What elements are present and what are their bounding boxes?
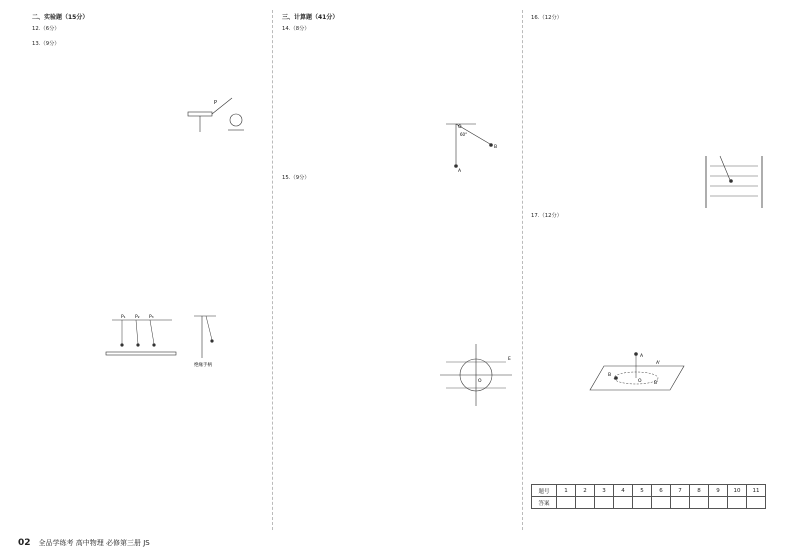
q15-label-o: O <box>478 379 482 384</box>
answer-table-number-header: 题号 <box>532 485 557 497</box>
answer-input-cell[interactable] <box>576 497 595 509</box>
question-12-head: 12.（6分） <box>32 26 60 33</box>
answer-table-answer-row <box>532 497 766 509</box>
q15-label-e: E <box>508 357 511 362</box>
answer-input-cell[interactable] <box>557 497 576 509</box>
answer-number-cell: 6 <box>652 485 671 497</box>
answer-number-cell: 5 <box>633 485 652 497</box>
q14-label-o: O <box>458 125 462 130</box>
q13-apparatus-figure <box>76 310 256 370</box>
question-13-head: 13.（9分） <box>32 40 60 47</box>
q13-label-p3: P₃ <box>149 315 154 320</box>
answer-number-cell: 8 <box>690 485 709 497</box>
question-15-head: 15.（9分） <box>282 174 310 181</box>
column-left <box>32 14 264 54</box>
q13-label-p2: P₂ <box>135 315 140 320</box>
q15-field-figure <box>436 340 516 410</box>
page-number: 02 <box>18 538 31 548</box>
q17-label-a-prime: A' <box>656 361 661 366</box>
footer-text: 全品学练考 高中物理 必修第三册 JS <box>38 539 150 547</box>
answer-number-cell: 2 <box>576 485 595 497</box>
q13-caption: 绝缘手柄 <box>194 363 212 368</box>
q12-apparatus-figure <box>186 92 266 136</box>
answer-input-cell[interactable] <box>614 497 633 509</box>
section-heading-experiment: 二、实验题（15分） <box>32 14 89 21</box>
answer-table <box>531 484 766 509</box>
q16-plates-figure <box>700 150 770 214</box>
question-13 <box>32 40 264 48</box>
question-12 <box>32 25 264 33</box>
q14-label-b: B <box>494 145 498 150</box>
q13-label-p1: P₁ <box>121 315 126 320</box>
answer-number-cell: 10 <box>728 485 747 497</box>
q17-label-o: O <box>638 379 642 384</box>
answer-number-cell: 3 <box>595 485 614 497</box>
q14-label-a: A <box>458 169 462 174</box>
section-heading-calculation: 三、计算题（41分） <box>282 14 339 21</box>
q12-label-p: P <box>214 100 218 106</box>
answer-number-cell: 9 <box>709 485 728 497</box>
answer-input-cell[interactable] <box>633 497 652 509</box>
q14-pendulum-figure <box>436 120 516 180</box>
answer-input-cell[interactable] <box>728 497 747 509</box>
question-16-head: 16.（12分） <box>531 15 563 21</box>
question-16 <box>531 14 771 22</box>
answer-input-cell[interactable] <box>690 497 709 509</box>
question-14 <box>282 25 514 33</box>
q17-label-a: A <box>640 354 644 359</box>
answer-input-cell[interactable] <box>747 497 766 509</box>
answer-input-cell[interactable] <box>671 497 690 509</box>
q14-label-angle: 60° <box>460 132 468 137</box>
answer-number-cell: 4 <box>614 485 633 497</box>
page-footer <box>18 538 150 548</box>
answer-number-cell: 11 <box>747 485 766 497</box>
question-14-head: 14.（8分） <box>282 26 310 33</box>
answer-number-cell: 1 <box>557 485 576 497</box>
q17-label-b: B <box>608 373 612 378</box>
answer-input-cell[interactable] <box>652 497 671 509</box>
q17-plane-figure <box>580 350 690 400</box>
answer-input-cell[interactable] <box>595 497 614 509</box>
answer-table-number-row <box>532 485 766 497</box>
answer-number-cell: 7 <box>671 485 690 497</box>
answer-table-answer-header: 答案 <box>532 497 557 509</box>
answer-input-cell[interactable] <box>709 497 728 509</box>
question-17-head: 17.（12分） <box>531 213 563 220</box>
q17-label-b-prime: B' <box>654 381 659 386</box>
